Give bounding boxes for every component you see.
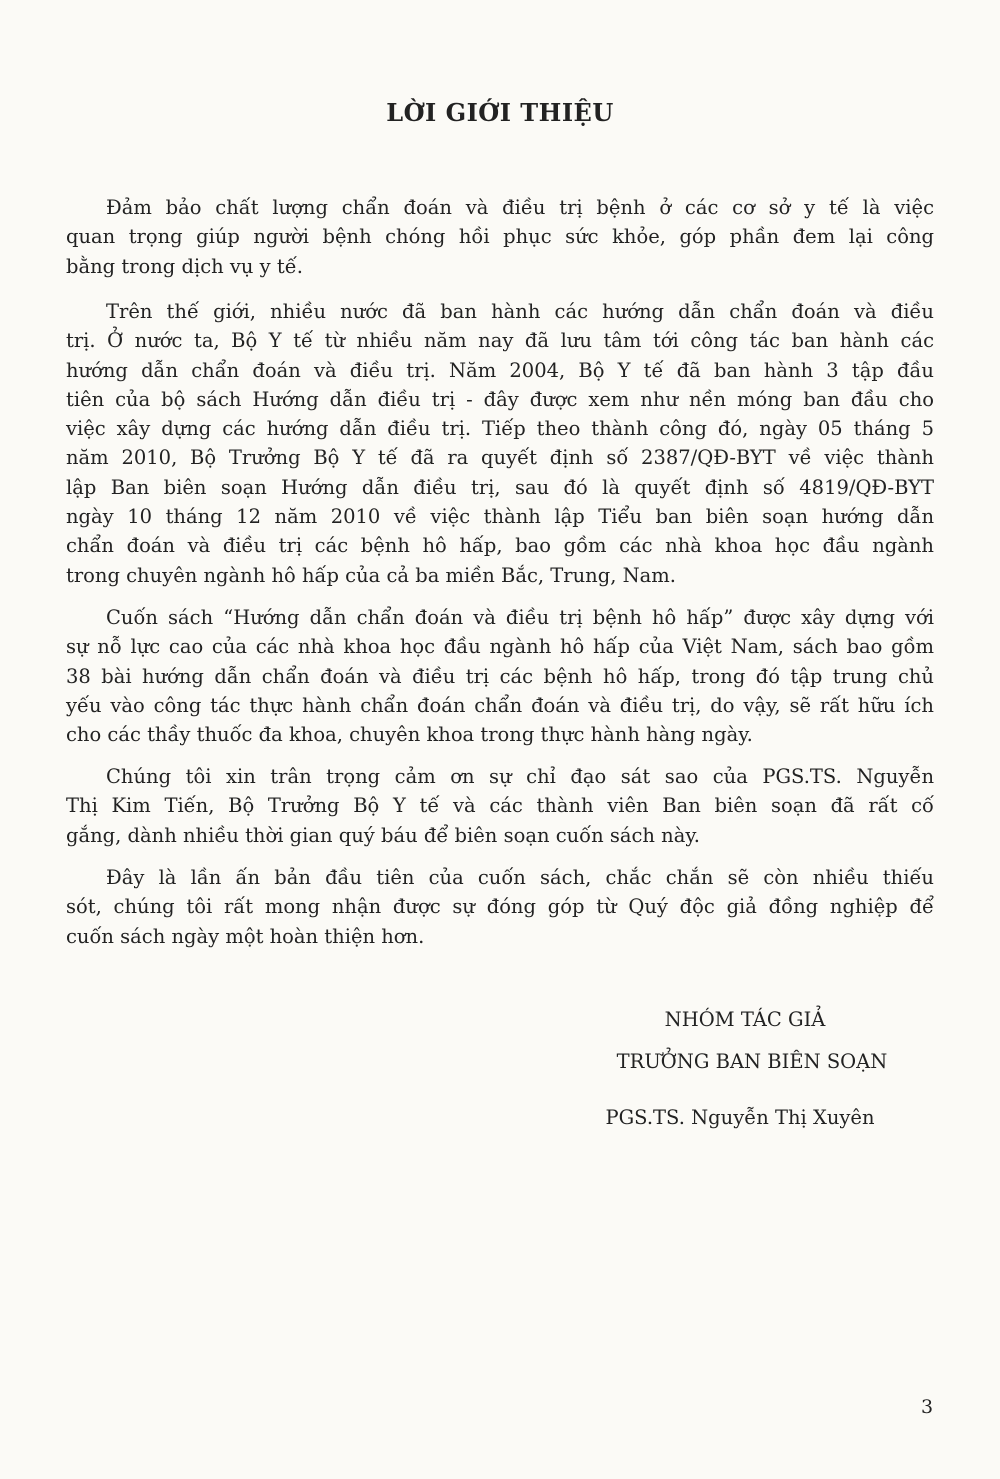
text-line: Thị Kim Tiến, Bộ Trưởng Bộ Y tế và các thành viên Ban biên soạn đã rất cố — [66, 794, 934, 818]
text-line: hướng dẫn chẩn đoán và điều trị. Năm 2004, Bộ Y tế đã ban hành 3 tập đầu — [66, 358, 934, 382]
page-number: 3 — [921, 1396, 934, 1418]
text-line: việc xây dựng các hướng dẫn điều trị. Tiếp theo thành công đó, ngày 05 tháng 5 — [66, 417, 934, 441]
text-line: 38 bài hướng dẫn chẩn đoán và điều trị các bệnh hô hấp, trong đó tập trung chủ — [66, 664, 934, 688]
text-line: cuốn sách ngày một hoàn thiện hơn. — [66, 924, 425, 948]
text-line: bằng trong dịch vụ y tế. — [66, 254, 303, 278]
text-line: năm 2010, Bộ Trưởng Bộ Y tế đã ra quyết định số 2387/QĐ-BYT về việc thành — [66, 446, 934, 470]
text-line: sự nỗ lực cao của các nhà khoa học đầu ngành hô hấp của Việt Nam, sách bao gồm — [66, 635, 934, 659]
signature-group: NHÓM TÁC GIẢ — [664, 1008, 826, 1031]
text-line: gắng, dành nhiều thời gian quý báu để biên soạn cuốn sách này. — [66, 823, 700, 847]
page-title: LỜI GIỚI THIỆU — [386, 98, 614, 127]
text-line: Cuốn sách “Hướng dẫn chẩn đoán và điều trị bệnh hô hấp” được xây dựng với — [106, 606, 934, 629]
text-line: Chúng tôi xin trân trọng cảm ơn sự chỉ đạo sát sao của PGS.TS. Nguyễn — [106, 765, 934, 788]
signature-name: PGS.TS. Nguyễn Thị Xuyên — [605, 1106, 875, 1129]
text-line: chẩn đoán và điều trị các bệnh hô hấp, bao gồm các nhà khoa học đầu ngành — [66, 534, 934, 558]
text-line: sót, chúng tôi rất mong nhận được sự đóng góp từ Quý độc giả đồng nghiệp để — [66, 895, 934, 919]
text-line: cho các thầy thuốc đa khoa, chuyên khoa trong thực hành hàng ngày. — [66, 723, 753, 747]
text-line: Trên thế giới, nhiều nước đã ban hành các hướng dẫn chẩn đoán và điều — [106, 300, 934, 323]
text-line: trị. Ở nước ta, Bộ Y tế từ nhiều năm nay đã lưu tâm tới công tác ban hành các — [66, 329, 934, 353]
paragraph-thanks — [66, 762, 934, 850]
paragraph-history — [66, 297, 934, 590]
text-line: trong chuyên ngành hô hấp của cả ba miền Bắc, Trung, Nam. — [66, 563, 676, 587]
paragraph-intro — [66, 193, 934, 281]
text-line: lập Ban biên soạn Hướng dẫn điều trị, sau đó là quyết định số 4819/QĐ-BYT — [66, 475, 934, 499]
text-line: Đây là lần ấn bản đầu tiên của cuốn sách, chắc chắn sẽ còn nhiều thiếu — [106, 866, 934, 889]
signature-role: TRƯỞNG BAN BIÊN SOẠN — [616, 1050, 888, 1073]
text-line: ngày 10 tháng 12 năm 2010 về việc thành lập Tiểu ban biên soạn hướng dẫn — [66, 505, 934, 529]
text-line: quan trọng giúp người bệnh chóng hồi phục sức khỏe, góp phần đem lại công — [66, 225, 934, 249]
paragraph-book — [66, 603, 934, 749]
text-line: Đảm bảo chất lượng chẩn đoán và điều trị bệnh ở các cơ sở y tế là việc — [106, 196, 934, 219]
text-line: tiên của bộ sách Hướng dẫn điều trị - đây được xem như nền móng ban đầu cho — [66, 387, 934, 411]
text-line: yếu vào công tác thực hành chẩn đoán chẩn đoán và điều trị, do vậy, sẽ rất hữu ích — [66, 693, 934, 717]
paragraph-closing — [66, 863, 934, 951]
